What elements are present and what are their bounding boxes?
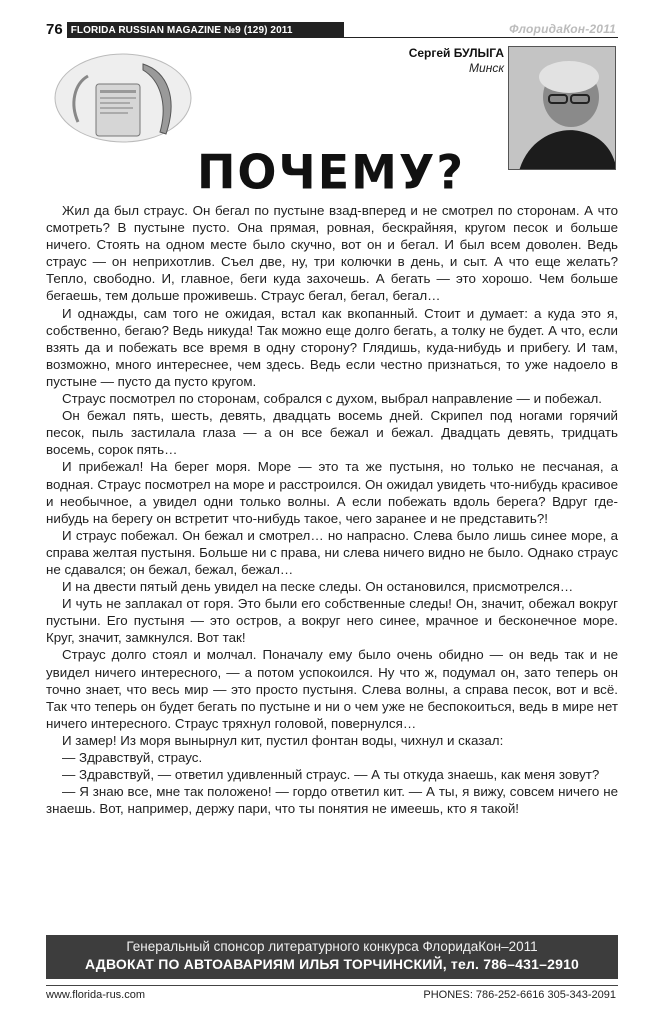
footer-phones: PHONES: 786-252-6616 305-343-2091 xyxy=(423,989,616,1001)
paragraph: Он бежал пять, шесть, девять, двадцать восемь дней. Скрипел под ногами горячий песок, пыль застилала глаза — а он все бежал и бежал. Двадцать девять, тридцать восемь, сорок пять… xyxy=(46,408,618,458)
paragraph: — Я знаю все, мне так положено! — гордо ответил кит. — А ты, я вижу, совсем ничего не знаешь. Вот, например, держу пари, что ты понятия не имеешь, кто я такой! xyxy=(46,784,618,817)
page-header xyxy=(46,22,618,40)
author-name: Сергей БУЛЫГА xyxy=(408,46,504,60)
footer-url[interactable]: www.florida-rus.com xyxy=(46,989,146,1001)
paragraph: И страус побежал. Он бежал и смотрел… но напрасно. Слева было лишь синее море, а справа желтая пустыня. Больше ни с права, ни слева ничего видно не было. Однако страус не сдавался; он бежал, бежал, бежал… xyxy=(46,527,618,577)
logo-emblem-icon xyxy=(48,44,198,152)
page-number: 76 xyxy=(46,22,67,38)
section-title: ФлоридаКон-2011 xyxy=(509,22,616,36)
article-body xyxy=(46,202,618,817)
paragraph: И чуть не заплакал от горя. Это были его собственные следы! Он, значит, обежал вокруг пустыни. Его пустыня — это остров, а вокруг него синее, мрачное и бесконечное море. Круг, значит, замкнулся. Вот так! xyxy=(46,596,618,646)
magazine-issue: FLORIDA RUSSIAN MAGAZINE №9 (129) 2011 xyxy=(70,24,293,36)
floridacon-logo xyxy=(48,44,198,152)
paragraph: — Здравствуй, — ответил удивленный страус. — А ты откуда знаешь, как меня зовут? xyxy=(62,767,600,783)
paragraph: Страус долго стоял и молчал. Поначалу ему было очень обидно — он ведь так и не увидел ничего интересного, — а потом успокоился. Ну что ж, подумал он, зато теперь он точно знает, что весь мир — это просто пустыня. Слева волны, а справа песок, вот и всё. Так что теперь он будет бегать по пустыне и ни о чем уже не беспокоиться, ведь в мире нет ничего интересного. Страус тряхнул головой, повернулся… xyxy=(46,647,618,731)
paragraph: Страус посмотрел по сторонам, собрался с духом, выбрал направление — и побежал. xyxy=(62,391,603,407)
author-city: Минск xyxy=(469,61,504,75)
article-title: ПОЧЕМУ? xyxy=(196,144,466,200)
author-block xyxy=(409,46,504,75)
paragraph: Жил да был страус. Он бегал по пустыне взад-вперед и не смотрел по сторонам. А что смотреть? В пустыне пусто. Она прямая, ровная, бескрайняя, кругом песок и больше ничего. Стоять на одном месте было скучно, вот он и бегал. И был всем доволен. Ведь страус — он неприхотлив. Съел две, ну, три колючки в день, и сыт. А что еще желать? Тепло, свободно. И, главное, беги куда захочешь. А бегать — это хорошо. Чем больше бегаешь, тем дольше проживешь. Страус бегал, бегал, бегал… xyxy=(46,203,618,304)
header-rule xyxy=(344,37,618,38)
paragraph: И однажды, сам того не ожидая, встал как вкопанный. Стоит и думает: а куда это я, собственно, бегаю? Ведь никуда! Так можно еще долго бегать, а толку не будет. А что, если взять да и побежать все время в одну сторону? Глядишь, куда-нибудь и прибегу. И там, возможно, много интереснее, чем здесь. Ведь если честно признаться, то уже надоело в пустыне — пусто да пусто кругом. xyxy=(46,305,618,389)
sponsor-caption: Генеральный спонсор литературного конкурса ФлоридаКон–2011 xyxy=(126,939,538,954)
paragraph: — Здравствуй, страус. xyxy=(62,750,203,765)
paragraph: И прибежал! На берег моря. Море — это та же пустыня, но только не песчаная, а водная. Страус посмотрел на море и расстроился. Он ожидал увидеть что-нибудь красивое и необычное, а увидел одни только волны. А если побежать вдоль берега? Вдруг где-нибудь на берегу он встретит что-нибудь такое, чего заранее и не представить?! xyxy=(46,459,618,526)
header-bar xyxy=(46,22,344,38)
footer-rule xyxy=(46,985,618,986)
sponsor-name: АДВОКАТ ПО АВТОАВАРИЯМ ИЛЬЯ ТОРЧИНСКИЙ, тел. 786–431–2910 xyxy=(84,956,580,972)
paragraph: И замер! Из моря вынырнул кит, пустил фонтан воды, чихнул и сказал: xyxy=(62,732,504,748)
paragraph: И на двести пятый день увидел на песке следы. Он остановился, присмотрелся… xyxy=(62,579,574,595)
sponsor-banner xyxy=(46,935,618,979)
